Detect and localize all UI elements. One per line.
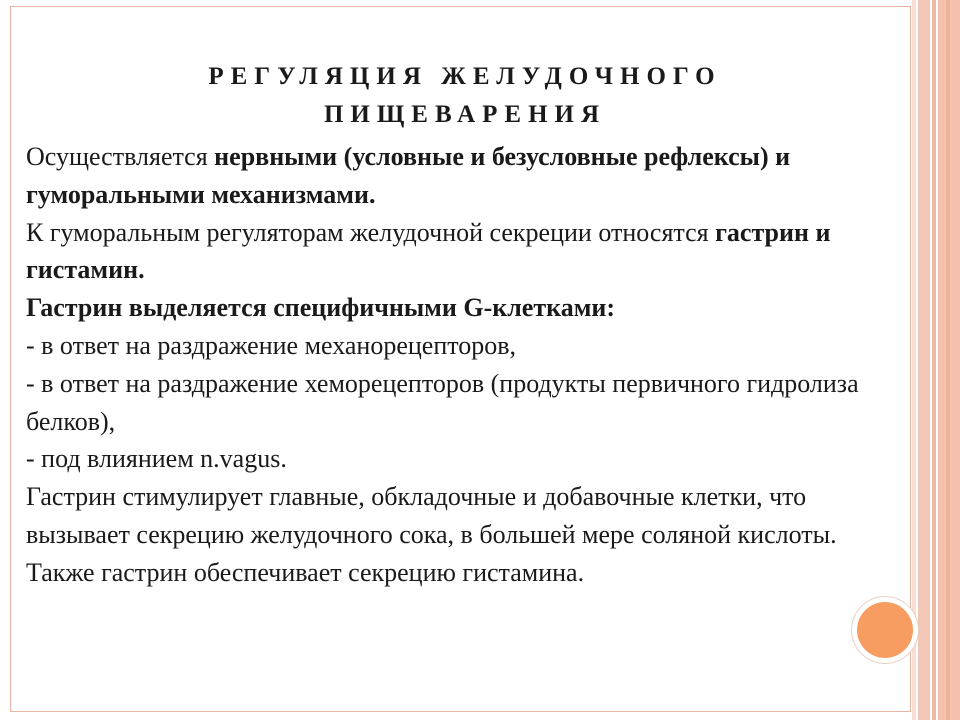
list-item-1: - в ответ на раздражение механорецепторов, xyxy=(26,330,517,360)
paragraph-7: Гастрин стимулирует главные, обкладочные и добавочные клетки, что вызывает секрецию желудочного сока, в большей мере соляной кислоты. Также гастрин обеспечивает секрецию гистамина. xyxy=(26,482,837,587)
paragraph-bold-text: гастрин и гистамин. xyxy=(26,217,831,285)
decorative-stripe xyxy=(946,0,950,720)
decorative-stripe xyxy=(912,0,916,720)
decorative-stripe xyxy=(932,0,936,720)
list-item-3: - под влиянием n.vagus. xyxy=(26,444,287,474)
title-line-2: ПИЩЕВАРЕНИЯ xyxy=(323,101,607,128)
paragraph-bold-text: нервными (условные и безусловные рефлексы) и гуморальными механизмами. xyxy=(26,142,791,209)
list-item-2: - в ответ на раздражение хеморецепторов (продукты первичного гидролиза белков), xyxy=(26,368,859,436)
paragraph-text: К гуморальным регуляторам желудочной секреции относятся xyxy=(26,217,716,247)
decorative-circle-icon xyxy=(857,602,913,658)
paragraph-2 xyxy=(26,214,886,290)
paragraph-text: Осуществляется xyxy=(26,142,215,171)
slide-title xyxy=(40,58,890,134)
title-line-1: РЕГУЛЯЦИЯ ЖЕЛУДОЧНОГО xyxy=(208,63,722,90)
paragraph-3 xyxy=(26,289,886,327)
paragraph-bold-text: Гастрин выделяется специфичными G-клетками: xyxy=(26,293,616,323)
decorative-stripe xyxy=(918,0,930,720)
paragraph-1 xyxy=(26,138,886,214)
slide-body xyxy=(26,138,886,592)
